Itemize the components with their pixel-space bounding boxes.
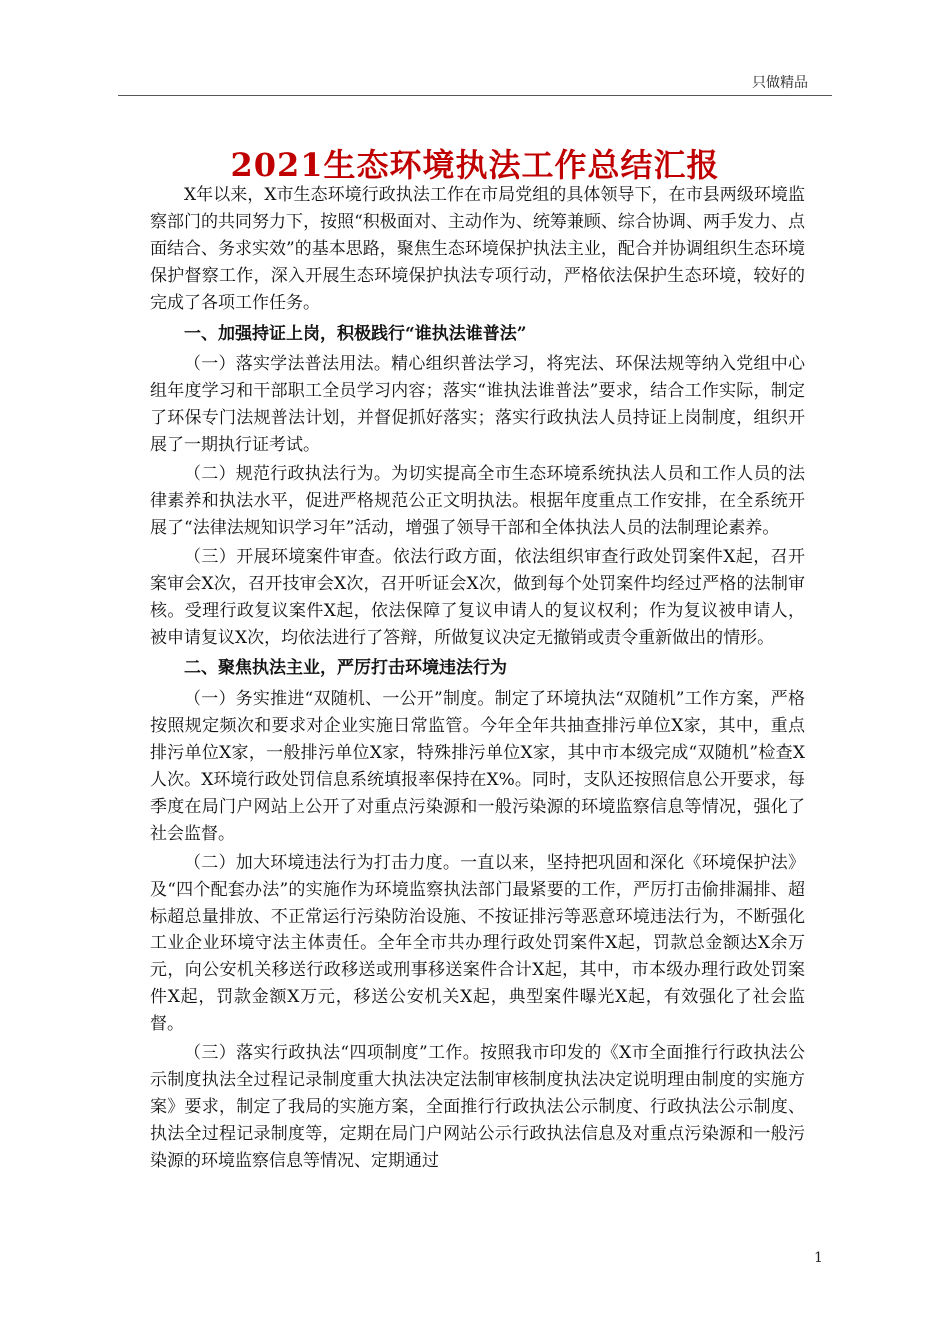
section-2-paragraph-2: （二）加大环境违法行为打击力度。一直以来，坚持把巩固和深化《环境保护法》及“四个配套办法”的实施作为环境监察执法部门最紧要的工作，严厉打击偷排漏排、超标超总量排放、不正常运行污染防治设施、不按证排污等恶意环境违法行为，不断强化工业企业环境守法主体责任。全年全市共办理行政处罚案件X起，罚款总金额达X余万元，向公安机关移送行政移送或刑事移送案件合计X起，其中，市本级办理行政处罚案件X起，罚款金额X万元，移送公安机关X起，典型案件曝光X起，有效强化了社会监督。 [150,852,805,1035]
section-1-paragraph-3: （三）开展环境案件审查。依法行政方面，依法组织审查行政处罚案件X起，召开案审会X次，召开技审会X次，召开听证会X次，做到每个处罚案件均经过严格的法制审核。受理行政复议案件X起，依法保障了复议申请人的复议权利；作为复议被申请人，被申请复议X次，均依法进行了答辩，所做复议决定无撤销或责令重新做出的情形。 [150,546,805,648]
section-heading-2: 二、聚焦执法主业，严厉打击环境违法行为 [184,658,507,679]
document-body [150,182,805,1177]
page-number: 1 [814,1250,823,1266]
header-note: 只做精品 [752,75,808,91]
section-1-paragraph-1: （一）落实学法普法用法。精心组织普法学习，将宪法、环保法规等纳入党组中心组年度学习和干部职工全员学习内容；落实“谁执法谁普法”要求，结合工作实际，制定了环保专门法规普法计划，并督促抓好落实；落实行政执法人员持证上岗制度，组织开展了一期执行证考试。 [150,354,805,456]
section-2-paragraph-3: （三）落实行政执法“四项制度”工作。按照我市印发的《X市全面推行行政执法公示制度执法全过程记录制度重大执法决定法制审核制度执法决定说明理由制度的实施方案》要求，制定了我局的实施方案，全面推行行政执法公示制度、行政执法公示制度、执法全过程记录制度等，定期在局门户网站公示行政执法信息及对重点污染源和一般污染源的环境监察信息等情况、定期通过 [150,1043,805,1171]
section-1-paragraph-2: （二）规范行政执法行为。为切实提高全市生态环境系统执法人员和工作人员的法律素养和执法水平，促进严格规范公正文明执法。根据年度重点工作安排，在全系统开展了“法律法规知识学习年”活动，增强了领导干部和全体执法人员的法制理论素养。 [150,464,805,538]
section-2-paragraph-1: （一）务实推进“双随机、一公开”制度。制定了环境执法“双随机”工作方案，严格按照规定频次和要求对企业实施日常监管。今年全年共抽查排污单位X家，其中，重点排污单位X家，一般排污单位X家，特殊排污单位X家，其中市本级完成“双随机”检查X人次。X环境行政处罚信息系统填报率保持在X%。同时，支队还按照信息公开要求，每季度在局门户网站上公开了对重点污染源和一般污染源的环境监察信息等情况，强化了社会监督。 [150,689,805,844]
intro-paragraph: X年以来，X市生态环境行政执法工作在市局党组的具体领导下，在市县两级环境监察部门的共同努力下，按照“积极面对、主动作为、统筹兼顾、综合协调、两手发力、点面结合、务求实效”的基本思路，聚焦生态环境保护执法主业，配合并协调组织生态环境保护督察工作，深入开展生态环境保护执法专项行动，严格依法保护生态环境，较好的完成了各项工作任务。 [150,185,805,313]
header-divider [118,95,832,96]
document-title: 2021生态环境执法工作总结汇报 [230,146,720,184]
section-heading-1: 一、加强持证上岗，积极践行“谁执法谁普法” [184,323,527,344]
